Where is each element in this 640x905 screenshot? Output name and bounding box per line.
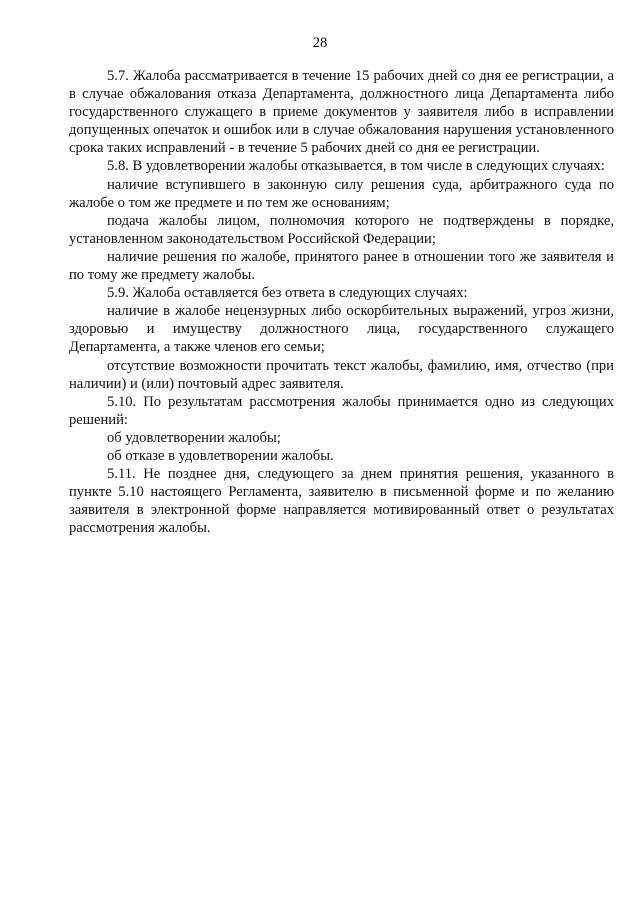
paragraph-5-8-item-court-decision: наличие вступившего в законную силу решения суда, арбитражного суда по жалобе о том же предмете и по тем же основаниям; bbox=[69, 176, 614, 211]
document-body bbox=[69, 67, 614, 537]
paragraph-5-10: 5.10. По результатам рассмотрения жалобы принимается одно из следующих решений: bbox=[69, 393, 614, 428]
paragraph-5-8-item-prior-decision: наличие решения по жалобе, принятого ранее в отношении того же заявителя и по тому же предмету жалобы. bbox=[69, 248, 614, 284]
paragraph-5-10-item-satisfy: об удовлетворении жалобы; bbox=[107, 429, 281, 446]
paragraph-5-7: 5.7. Жалоба рассматривается в течение 15 рабочих дней со дня ее регистрации, а в случае обжалования отказа Департамента, должностного лица Департамента либо государственного служащего в приеме документов у заявителя либо в исправлении допущенных опечаток и ошибок или в случае обжалования нарушения установленного срока таких исправлений - в течение 5 рабочих дней со дня ее регистрации. bbox=[69, 68, 614, 157]
paragraph-5-8: 5.8. В удовлетворении жалобы отказывается, в том числе в следующих случаях: bbox=[107, 158, 605, 175]
paragraph-5-11: 5.11. Не позднее дня, следующего за днем принятия решения, указанного в пункте 5.10 настоящего Регламента, заявителю в письменной форме и по желанию заявителя в электронной форме направляется мотивированный ответ о результатах рассмотрения жалобы. bbox=[69, 466, 614, 537]
paragraph-5-9: 5.9. Жалоба оставляется без ответа в следующих случаях: bbox=[107, 285, 468, 302]
paragraph-5-9-item-unreadable: отсутствие возможности прочитать текст жалобы, фамилию, имя, отчество (при наличии) и (или) почтовый адрес заявителя. bbox=[69, 357, 614, 392]
paragraph-5-9-item-offensive-language: наличие в жалобе нецензурных либо оскорбительных выражений, угроз жизни, здоровью и имуществу должностного лица, государственного служащего Департамента, а также членов его семьи; bbox=[69, 303, 614, 356]
paragraph-5-10-item-refuse: об отказе в удовлетворении жалобы. bbox=[107, 447, 334, 464]
page-number: 28 bbox=[312, 35, 328, 51]
paragraph-5-8-item-unauthorized-filer: подача жалобы лицом, полномочия которого не подтверждены в порядке, установленном законодательством Российской Федерации; bbox=[69, 212, 614, 247]
